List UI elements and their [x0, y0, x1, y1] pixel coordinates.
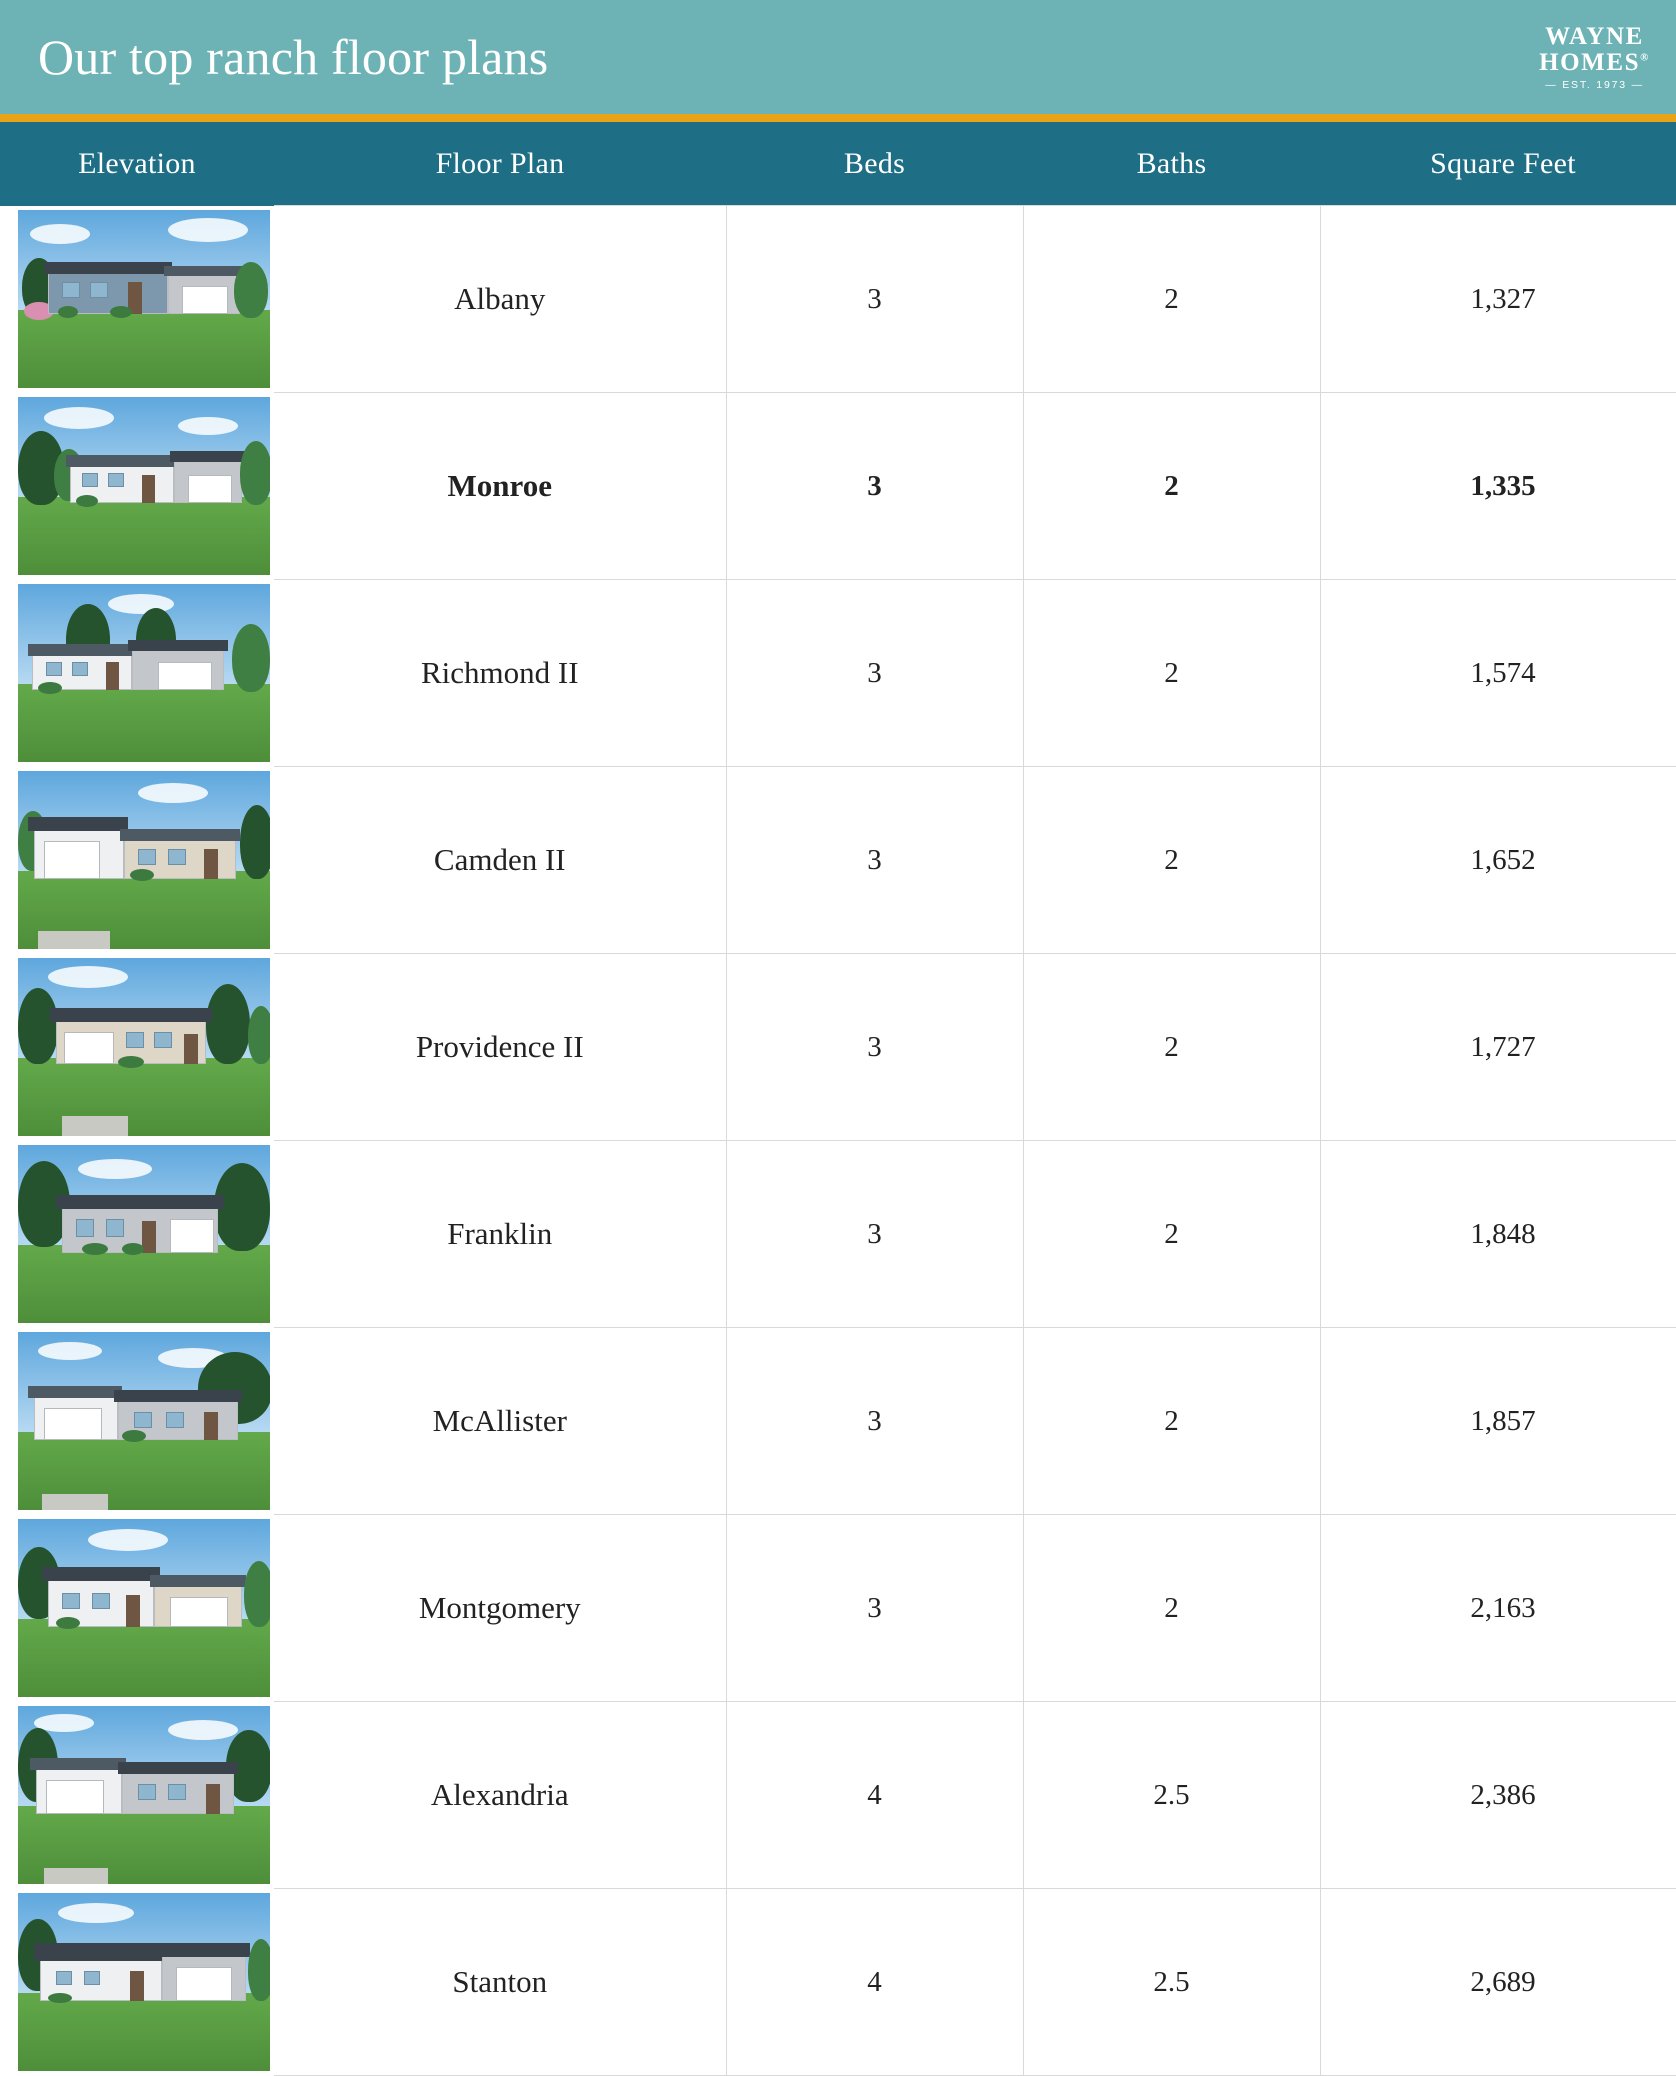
column-header-elevation: Elevation: [0, 122, 274, 206]
page-header: [0, 0, 1676, 114]
table-row[interactable]: [0, 206, 1676, 393]
beds-value: 3: [726, 393, 1023, 580]
table-header-row: [0, 122, 1676, 206]
baths-value: 2: [1023, 393, 1320, 580]
elevation-cell: [0, 206, 274, 393]
floor-plan-name: Stanton: [274, 1889, 726, 2076]
beds-value: 3: [726, 206, 1023, 393]
baths-value: 2.5: [1023, 1889, 1320, 2076]
baths-value: 2: [1023, 580, 1320, 767]
floor-plan-name: Providence II: [274, 954, 726, 1141]
elevation-cell: [0, 1889, 274, 2076]
beds-value: 3: [726, 580, 1023, 767]
column-header-square-feet: Square Feet: [1320, 122, 1676, 206]
elevation-cell: [0, 1702, 274, 1889]
elevation-cell: [0, 1141, 274, 1328]
table-row[interactable]: [0, 580, 1676, 767]
floor-plans-table: [0, 122, 1676, 2076]
gold-divider: [0, 114, 1676, 122]
baths-value: 2: [1023, 206, 1320, 393]
mcallister-elevation-image: [18, 1332, 270, 1510]
baths-value: 2: [1023, 954, 1320, 1141]
franklin-elevation-image: [18, 1145, 270, 1323]
elevation-cell: [0, 580, 274, 767]
table-row[interactable]: [0, 1702, 1676, 1889]
floor-plan-name: Monroe: [274, 393, 726, 580]
table-row[interactable]: [0, 1141, 1676, 1328]
elevation-cell: [0, 767, 274, 954]
wayne-homes-logo: [1539, 24, 1650, 91]
page-title: Our top ranch floor plans: [38, 29, 549, 85]
floor-plan-name: McAllister: [274, 1328, 726, 1515]
beds-value: 3: [726, 1515, 1023, 1702]
richmond-ii-elevation-image: [18, 584, 270, 762]
square-feet-value: 1,652: [1320, 767, 1676, 954]
baths-value: 2: [1023, 1328, 1320, 1515]
square-feet-value: 2,163: [1320, 1515, 1676, 1702]
column-header-floor-plan: Floor Plan: [274, 122, 726, 206]
monroe-elevation-image: [18, 397, 270, 575]
floor-plan-name: Montgomery: [274, 1515, 726, 1702]
logo-line-2: [1539, 50, 1650, 76]
square-feet-value: 1,335: [1320, 393, 1676, 580]
camden-ii-elevation-image: [18, 771, 270, 949]
beds-value: 4: [726, 1889, 1023, 2076]
table-row[interactable]: [0, 1328, 1676, 1515]
albany-elevation-image: [18, 210, 270, 388]
logo-line-1: WAYNE: [1545, 22, 1644, 50]
floor-plan-name: Franklin: [274, 1141, 726, 1328]
square-feet-value: 2,689: [1320, 1889, 1676, 2076]
table-row[interactable]: [0, 954, 1676, 1141]
elevation-cell: [0, 393, 274, 580]
square-feet-value: 1,857: [1320, 1328, 1676, 1515]
floor-plan-name: Albany: [274, 206, 726, 393]
logo-line-2-text: HOMES: [1539, 48, 1641, 76]
elevation-cell: [0, 1515, 274, 1702]
baths-value: 2: [1023, 1141, 1320, 1328]
elevation-cell: [0, 954, 274, 1141]
baths-value: 2: [1023, 1515, 1320, 1702]
providence-ii-elevation-image: [18, 958, 270, 1136]
beds-value: 3: [726, 1328, 1023, 1515]
column-header-baths: Baths: [1023, 122, 1320, 206]
square-feet-value: 1,574: [1320, 580, 1676, 767]
square-feet-value: 1,848: [1320, 1141, 1676, 1328]
beds-value: 3: [726, 1141, 1023, 1328]
column-header-beds: Beds: [726, 122, 1023, 206]
logo-registered-mark: ®: [1640, 51, 1650, 64]
alexandria-elevation-image: [18, 1706, 270, 1884]
table-body: [0, 206, 1676, 2076]
beds-value: 3: [726, 767, 1023, 954]
square-feet-value: 2,386: [1320, 1702, 1676, 1889]
elevation-cell: [0, 1328, 274, 1515]
floor-plan-name: Alexandria: [274, 1702, 726, 1889]
table-row[interactable]: [0, 393, 1676, 580]
baths-value: 2: [1023, 767, 1320, 954]
table-row[interactable]: [0, 767, 1676, 954]
floor-plan-name: Richmond II: [274, 580, 726, 767]
square-feet-value: 1,727: [1320, 954, 1676, 1141]
montgomery-elevation-image: [18, 1519, 270, 1697]
floor-plan-name: Camden II: [274, 767, 726, 954]
square-feet-value: 1,327: [1320, 206, 1676, 393]
stanton-elevation-image: [18, 1893, 270, 2071]
table-row[interactable]: [0, 1889, 1676, 2076]
table-row[interactable]: [0, 1515, 1676, 1702]
baths-value: 2.5: [1023, 1702, 1320, 1889]
beds-value: 3: [726, 954, 1023, 1141]
logo-established: — EST. 1973 —: [1545, 78, 1644, 91]
beds-value: 4: [726, 1702, 1023, 1889]
